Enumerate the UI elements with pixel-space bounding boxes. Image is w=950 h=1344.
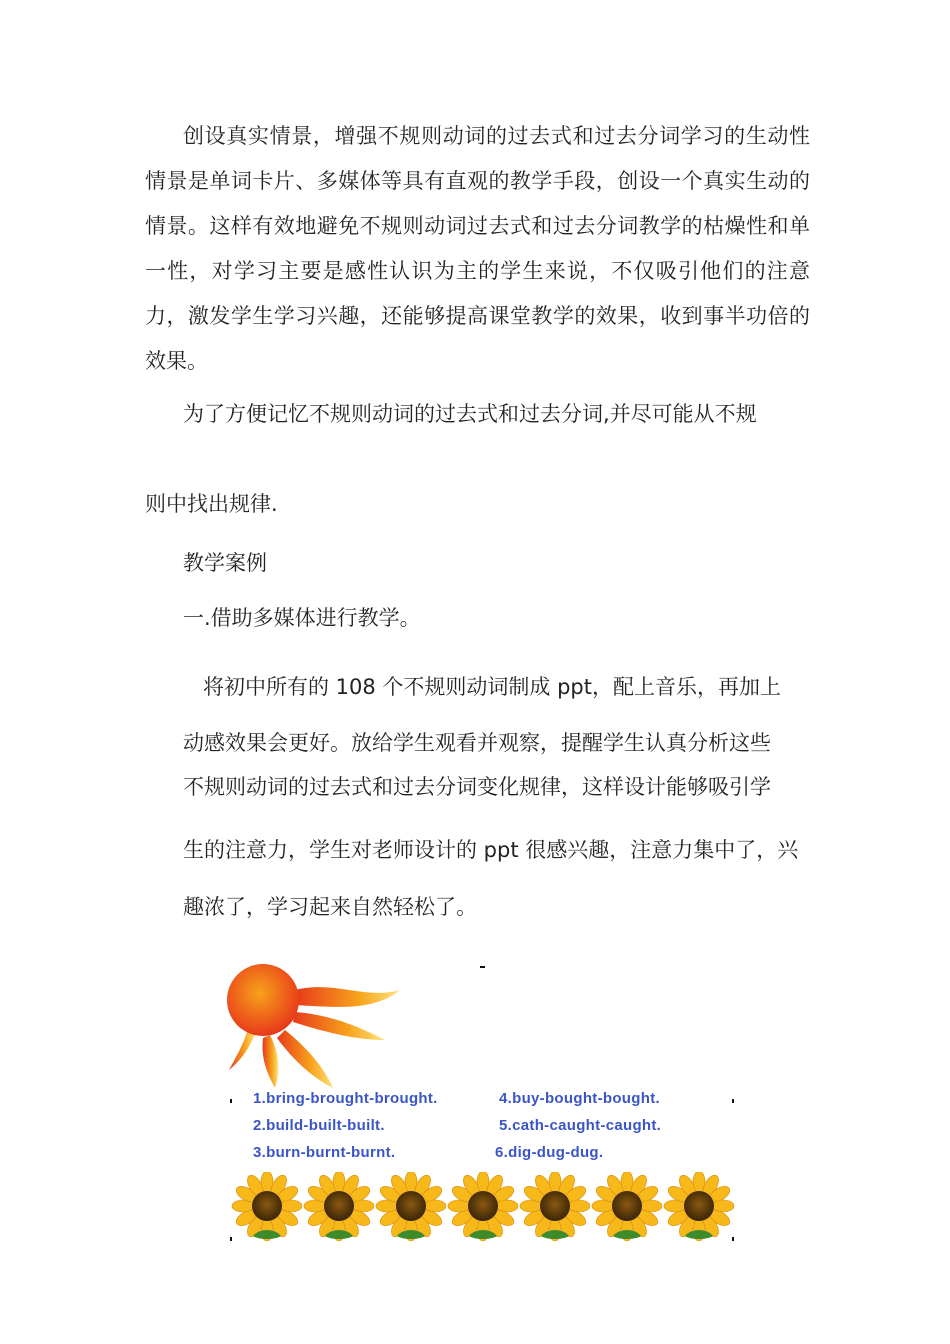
section-heading: 一.借助多媒体进行教学。 — [183, 606, 421, 630]
paragraph-3-line-1: 将初中所有的 108 个不规则动词制成 ppt，配上音乐，再加上 — [203, 675, 782, 699]
verb-item: 1.bring-brought-brought. — [253, 1090, 438, 1107]
ppt-slide-image — [225, 960, 740, 1245]
verb-item: 6.dig-dug-dug. — [495, 1144, 604, 1161]
sunflower-icon — [520, 1172, 590, 1241]
slide-handle-mark — [230, 1099, 232, 1103]
verb-item: 2.build-built-built. — [253, 1117, 385, 1134]
sunflower-icon — [592, 1172, 662, 1241]
case-heading: 教学案例 — [183, 551, 267, 575]
paragraph-2-line-2: 则中找出规律. — [145, 492, 278, 516]
slide-handle-mark — [480, 966, 485, 968]
verb-item: 4.buy-bought-bought. — [499, 1090, 660, 1107]
verb-item: 5.cath-caught-caught. — [499, 1117, 662, 1134]
paragraph-1: 创设真实情景，增强不规则动词的过去式和过去分词学习的生动性情景是单词卡片、多媒体等具有直观的教学手段，创设一个真实生动的情景。这样有效地避免不规则动词过去式和过去分词教学的枯燥性和单一性，对学习主要是感性认识为主的学生来说，不仅吸引他们的注意力，激发学生学习兴趣，还能够提高课堂教学的效果，收到事半功倍的效果。 — [145, 124, 810, 373]
paragraph-3 — [183, 672, 808, 922]
sunflower-icon — [304, 1172, 374, 1241]
sunflower-icon — [664, 1172, 734, 1241]
verb-item: 3.burn-burnt-burnt. — [253, 1144, 396, 1161]
paragraph-3-line-3: 不规则动词的过去式和过去分词变化规律，这样设计能够吸引学 — [183, 775, 771, 799]
paragraph-3-line-2: 动感效果会更好。放给学生观看并观察，提醒学生认真分析这些 — [183, 731, 771, 755]
sunflower-icon — [232, 1172, 302, 1241]
paragraph-2-line-1: 为了方便记忆不规则动词的过去式和过去分词,并尽可能从不规 — [183, 402, 757, 426]
sunflower-icon — [376, 1172, 446, 1241]
slide-handle-mark — [732, 1099, 734, 1103]
paragraph-3-line-4: 生的注意力，学生对老师设计的 ppt 很感兴趣，注意力集中了，兴 — [183, 838, 799, 862]
sunflower-icon — [448, 1172, 518, 1241]
paragraph-3-line-5: 趣浓了，学习起来自然轻松了。 — [183, 895, 477, 919]
sun-icon — [225, 960, 415, 1090]
paragraph-2 — [145, 392, 810, 527]
sunflower-row — [231, 1172, 736, 1244]
